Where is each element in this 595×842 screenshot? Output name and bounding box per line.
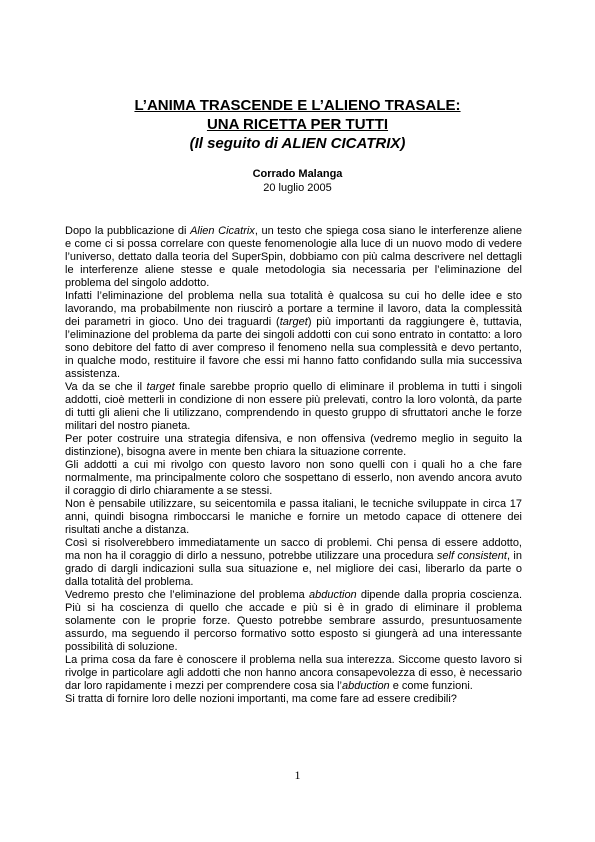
paragraph-text: Infatti l’eliminazione del problema nella sua totalità è qualcosa su cui ho delle idee e sto lavorando, ma probabilmente non riuscirò a portare a termine il lavoro, data la complessità dei parametri in gioco. Uno dei traguardi (: [65, 290, 522, 328]
paragraph: [65, 225, 522, 290]
title-line-1: L’ANIMA TRASCENDE E L’ALIENO TRASALE:: [134, 97, 461, 114]
paragraph-text: Gli addotti a cui mi rivolgo con questo lavoro non sono quelli con i quali ho a che fare normalmente, ma principalmente coloro che sospettano di esserlo, non avendo ancora avuto il coraggio di dirlo chiaramente a se stessi.: [65, 459, 522, 497]
paragraph: [65, 537, 522, 589]
italic-text: self consistent: [436, 550, 507, 562]
italic-text: abduction: [341, 680, 390, 692]
paragraph-text: Dopo la pubblicazione di: [65, 225, 191, 237]
paragraph: [65, 433, 522, 459]
author-name: Corrado Malanga: [252, 168, 343, 180]
body-text: [65, 225, 522, 706]
italic-text: Alien Cicatrix: [190, 225, 255, 237]
paragraph-text: La prima cosa da fare è conoscere il problema nella sua interezza. Siccome questo lavoro si rivolge in particolare agli addotti che non hanno ancora consapevolezza di esso, è necessario dar loro rapidamente i mezzi per comprendere cosa sia l’: [65, 654, 522, 692]
paragraph-text: Va da se che il: [65, 381, 147, 393]
paragraph-text: Per poter costruire una strategia difensiva, e non offensiva (vedremo meglio in seguito la distinzione), bisogna avere in mente ben chiara la situazione corrente.: [65, 433, 522, 458]
paragraph: [65, 290, 522, 381]
paragraph: [65, 459, 522, 498]
paragraph-text: , in grado di dargli indicazioni sulla sua situazione e, nel migliore dei casi, liberarlo da parte o dalla totalità del problema.: [65, 550, 522, 588]
paragraph-text: Così si risolverebbero immediatamente un sacco di problemi. Chi pensa di essere addotto, ma non ha il coraggio di dirlo a nessuno, potrebbe utilizzare una procedura: [65, 537, 522, 562]
paragraph: [65, 381, 522, 433]
paragraph-text: ) più importanti da raggiungere è, tuttavia, l’eliminazione del problema da parte dei singoli addotti con cui sono entrato in contatto: a loro sono debitore del fatto di aver compreso il fenomeno nella sua complessità e devo pertanto, in qualche modo, restituire il favore che essi mi hanno fatto confidando sulla mia successiva assistenza.: [65, 316, 522, 380]
paragraph-text: Vedremo presto che l’eliminazione del problema: [65, 589, 309, 601]
page-number: 1: [294, 768, 301, 782]
paragraph-text: dipende dalla propria coscienza. Più si ha coscienza di quello che accade e più si è in grado di eliminare il problema solamente con le proprie forze. Questo potrebbe sembrare assurdo, presuntuosamente assurdo, ma seguendo il percorso formativo sotto esposto si giungerà ad una interessante possibilità di soluzione.: [65, 589, 522, 653]
paragraph-text: , un testo che spiega cosa siano le interferenze aliene e come ci si possa correlare con queste fenomenologie alla luce di un nuovo modo di vedere l’universo, dettato dalla teoria del SuperSpin, dobbiamo con più calma descrivere nel dettagli le interferenze aliene stesse e quale metodologia sia necessaria per l’eliminazione del problema del singolo addotto.: [65, 225, 522, 289]
italic-text: target: [146, 381, 175, 393]
paragraph-text: Non è pensabile utilizzare, su seicentomila e passa italiani, le tecniche sviluppate in circa 17 anni, quindi bisogna rimboccarsi le maniche e fornire un metodo capace di ottenere dei risultati anche a distanza.: [65, 498, 522, 536]
author-block: [0, 167, 595, 195]
italic-text: abduction: [308, 589, 357, 601]
paragraph-text: finale sarebbe proprio quello di eliminare il problema in tutti i singoli addotti, cioè metterli in condizione di non essere più prelevati, contro la loro volontà, da parte di tutti gli alieni che li utilizzano, comprendendo in questo gruppo di sfruttatori anche le forze militari del nostro pianeta.: [65, 381, 522, 432]
paragraph-text: Si tratta di fornire loro delle nozioni importanti, ma come fare ad essere credibili?: [65, 693, 457, 705]
paragraph: [65, 654, 522, 693]
paragraph: [65, 693, 522, 706]
paragraph: [65, 589, 522, 654]
document-date: 20 luglio 2005: [263, 182, 332, 194]
title-line-2: UNA RICETTA PER TUTTI: [206, 116, 389, 133]
subtitle: (Il seguito di ALIEN CICATRIX): [189, 135, 406, 152]
italic-text: target: [279, 316, 308, 328]
document-title: [0, 96, 595, 153]
paragraph: [65, 498, 522, 537]
paragraph-text: e come funzioni.: [389, 680, 473, 692]
